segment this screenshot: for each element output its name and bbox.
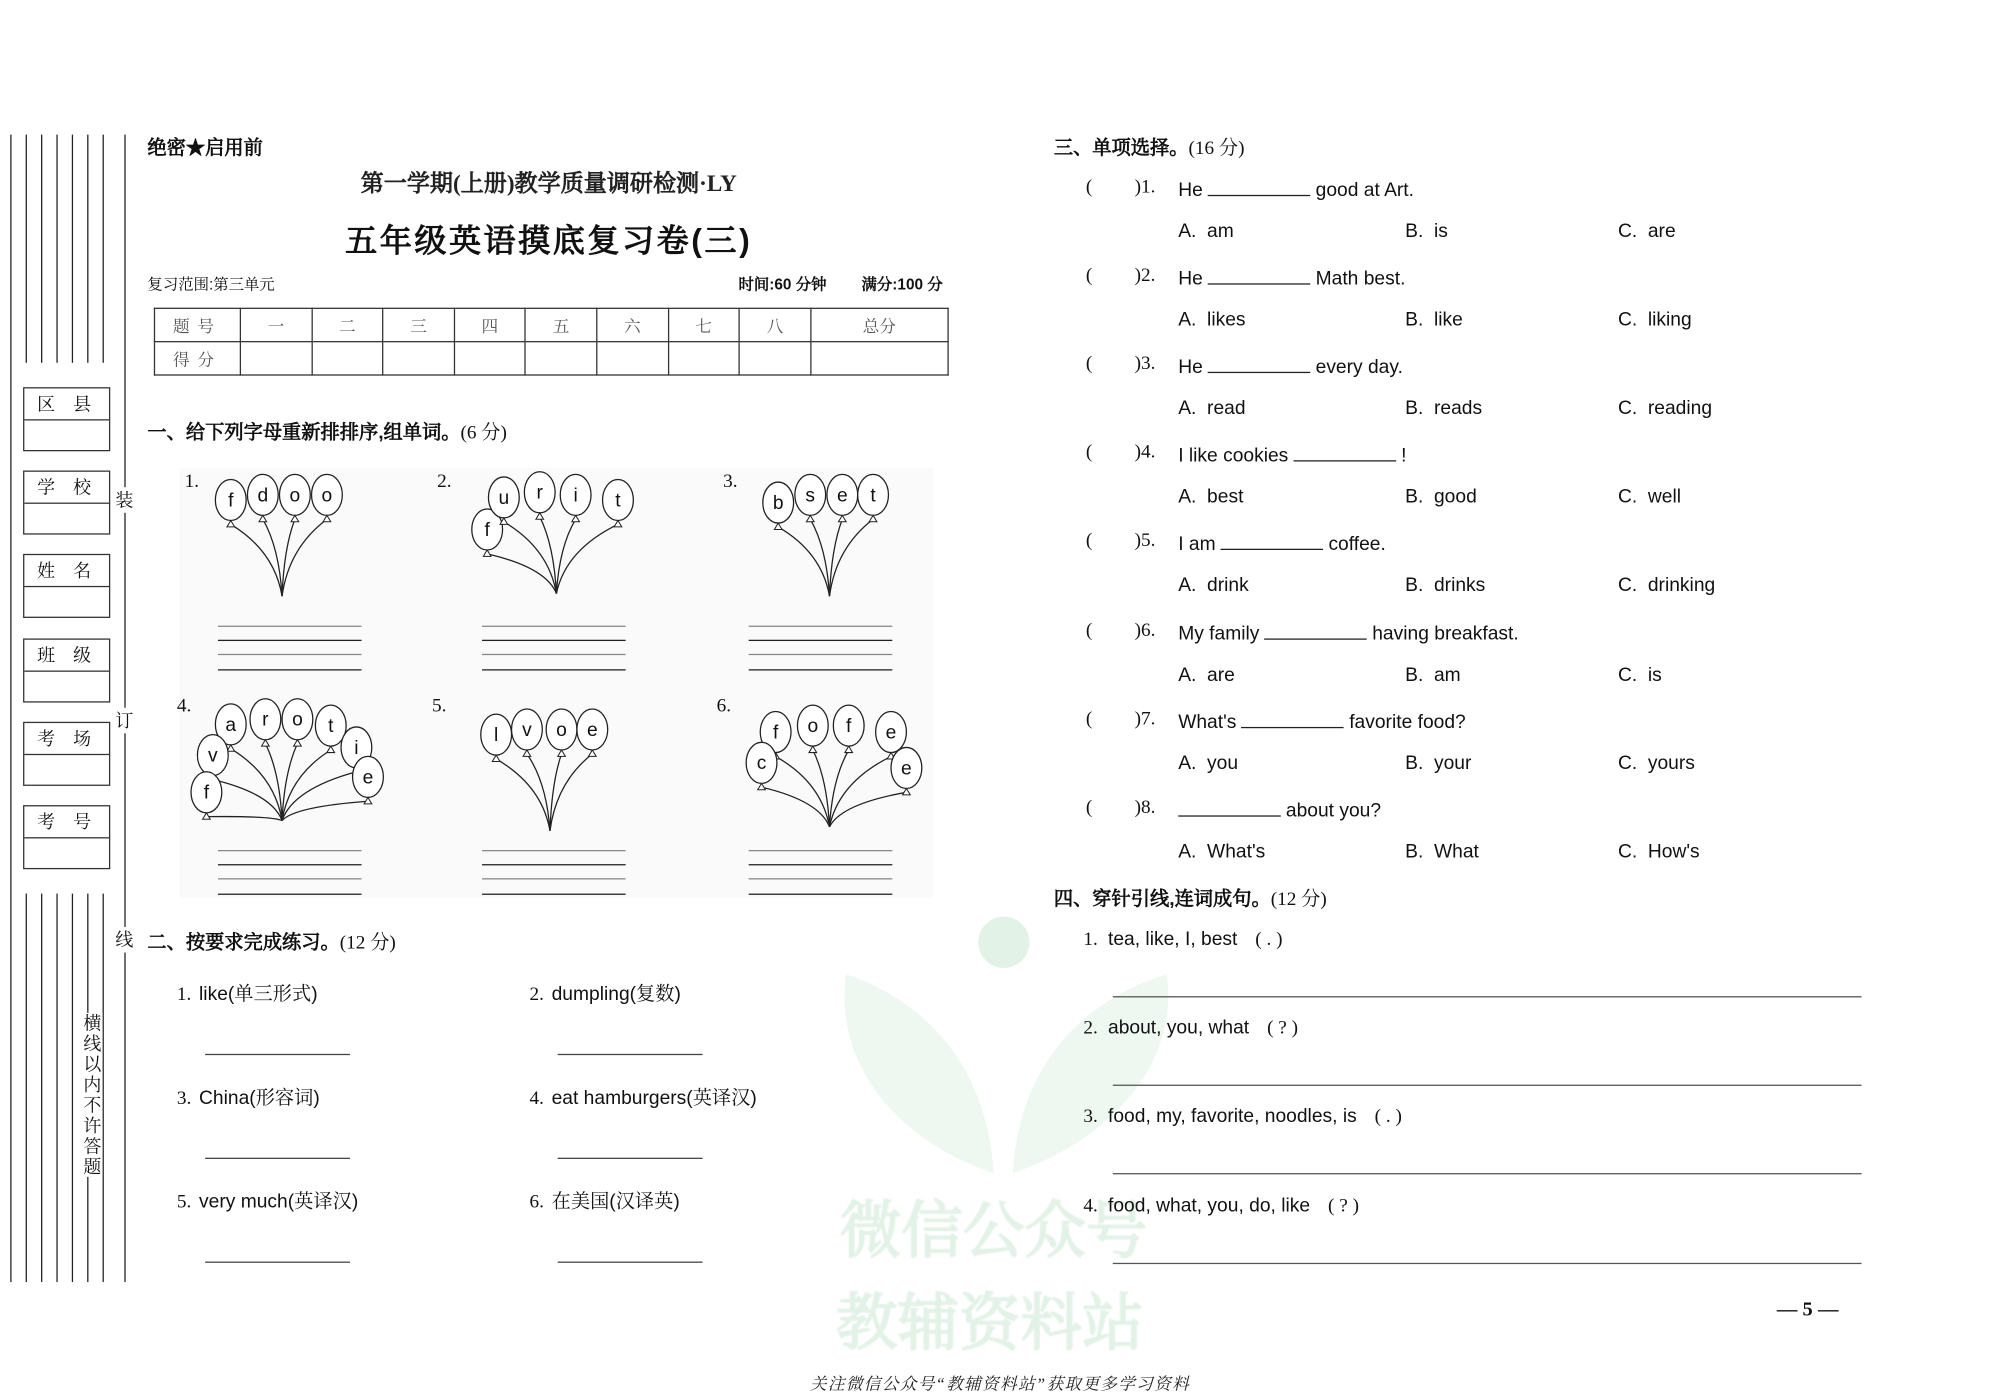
exercise-answer-line[interactable] — [205, 1158, 350, 1159]
balloon-letter: e — [362, 767, 374, 789]
section2-title-text: 二、按要求完成练习。 — [147, 932, 340, 954]
sentence-number: 2. — [1083, 1018, 1098, 1039]
section3-points: (16 分) — [1188, 138, 1245, 159]
score-table-header-cell: 五 — [525, 308, 596, 341]
score-table-header-cell: 六 — [597, 308, 668, 341]
sentence-words: food, what, you, do, like — [1108, 1194, 1311, 1217]
balloon-string-arrowhead — [536, 513, 544, 519]
exercise-answer-line[interactable] — [205, 1262, 350, 1263]
question-text — [1178, 531, 1386, 555]
answer-writing-line[interactable] — [218, 626, 362, 627]
answer-writing-line[interactable] — [218, 640, 362, 641]
question-post-text: ! — [1401, 445, 1407, 468]
balloon-string-arrowhead — [492, 755, 500, 761]
footer-note: 关注微信公众号“教辅资料站”获取更多学习资料 — [809, 1374, 1191, 1394]
exam-title: 五年级英语摸底复习卷(三) — [345, 223, 753, 259]
student-info-label: 考场 — [24, 723, 109, 755]
answer-option[interactable]: A. What's — [1178, 840, 1266, 863]
section2-points: (12 分) — [339, 933, 396, 954]
balloon-string — [776, 756, 830, 827]
balloon-string-arrowhead — [364, 797, 372, 803]
question-post-text: every day. — [1315, 356, 1403, 379]
answer-option[interactable]: C. reading — [1617, 397, 1713, 420]
question-blank — [1208, 266, 1311, 285]
binding-mark: 线 — [115, 927, 133, 953]
exercise-prompt: dumpling(复数) — [551, 983, 681, 1006]
confidential-label: 绝密★启用前 — [147, 137, 263, 159]
student-info-label: 学校 — [24, 472, 109, 504]
sentence-words: food, my, favorite, noodles, is — [1108, 1105, 1357, 1128]
sentence-item — [1083, 1017, 1298, 1040]
question-number: )1. — [1134, 176, 1156, 198]
section4-points: (12 分) — [1270, 889, 1327, 911]
score-table-header-cell: 四 — [454, 308, 525, 341]
balloon-string-arrowhead — [227, 521, 235, 527]
answer-bracket-open[interactable]: ( — [1085, 531, 1093, 552]
question-blank — [1208, 354, 1311, 373]
word-item-number: 5. — [432, 696, 447, 717]
answer-writing-line[interactable] — [749, 864, 893, 865]
student-info-label: 班级 — [24, 639, 109, 671]
exercise-prompt: very much(英译汉) — [199, 1191, 359, 1213]
answer-bracket-open[interactable]: ( — [1085, 797, 1093, 818]
question-text — [1178, 797, 1381, 821]
answer-option[interactable]: B. reads — [1405, 397, 1483, 420]
answer-bracket-open[interactable]: ( — [1085, 265, 1093, 287]
score-table-header-cell: 一 — [240, 308, 311, 341]
exercise-number: 3. — [176, 1088, 192, 1109]
balloon-group — [763, 474, 889, 596]
balloon-string — [504, 522, 557, 594]
answer-writing-line[interactable] — [749, 878, 893, 879]
question-pre-text: He — [1178, 268, 1203, 290]
balloon-letter: t — [615, 490, 621, 512]
balloon-string — [762, 787, 830, 827]
balloon-letter: o — [321, 485, 333, 507]
answer-writing-line[interactable] — [482, 669, 626, 670]
balloon-letter: i — [573, 485, 578, 507]
answer-option[interactable]: B. like — [1405, 309, 1463, 331]
sentence-words: about, you, what — [1108, 1016, 1250, 1039]
answer-writing-line[interactable] — [218, 850, 362, 851]
balloon-string-arrowhead — [291, 515, 299, 521]
score-table-header-cell: 题号 — [154, 308, 240, 341]
question-text — [1178, 443, 1406, 467]
answer-bracket-open[interactable]: ( — [1085, 354, 1093, 375]
answer-option[interactable]: A. read — [1178, 397, 1246, 420]
balloon-string-arrowhead — [614, 521, 622, 527]
binding-mark: 订 — [115, 708, 133, 734]
balloon-letter: e — [885, 722, 897, 744]
balloon-letter: i — [354, 737, 359, 759]
answer-writing-line[interactable] — [482, 640, 626, 641]
question-blank — [1242, 708, 1345, 727]
answer-writing-line[interactable] — [482, 864, 626, 865]
answer-writing-line[interactable] — [749, 640, 893, 641]
score-table-header-cell: 八 — [739, 308, 810, 341]
question-number: )6. — [1134, 619, 1156, 641]
answer-writing-line[interactable] — [482, 894, 626, 895]
answer-writing-line[interactable] — [218, 894, 362, 895]
answer-option[interactable]: A. am — [1178, 220, 1234, 243]
exercise-item — [177, 1083, 320, 1110]
balloon-letter: f — [203, 782, 210, 804]
exercise-number: 2. — [529, 984, 544, 1006]
balloon-letter: o — [292, 709, 303, 731]
question-pre-text: He — [1178, 356, 1203, 379]
answer-writing-line[interactable] — [749, 669, 893, 670]
answer-bracket-open[interactable]: ( — [1085, 619, 1093, 641]
score-table-header-cell: 二 — [312, 308, 383, 341]
exam-subtitle: 第一学期(上册)教学质量调研检测·LY — [360, 170, 737, 197]
answer-option[interactable]: B. What — [1405, 840, 1479, 863]
answer-option[interactable]: B. your — [1405, 752, 1472, 774]
balloon-string — [550, 754, 592, 831]
balloon-string-arrowhead — [262, 740, 270, 746]
question-blank — [1293, 443, 1396, 462]
question-pre-text: What's — [1178, 711, 1237, 733]
answer-option[interactable]: A. likes — [1178, 309, 1246, 331]
balloon-letter: v — [208, 745, 218, 767]
exercise-answer-line[interactable] — [558, 1054, 703, 1055]
sentence-item — [1083, 1194, 1359, 1217]
balloon-letter: c — [756, 753, 767, 775]
time-limit: 时间:60 分钟 — [738, 275, 827, 294]
answer-bracket-open[interactable]: ( — [1085, 708, 1093, 729]
balloon-string — [778, 527, 829, 596]
balloon-group — [215, 474, 342, 596]
sentence-answer-line[interactable] — [1113, 1174, 1862, 1175]
balloon-string-arrowhead — [572, 515, 580, 521]
exercise-answer-line[interactable] — [558, 1262, 703, 1263]
balloon-group — [191, 699, 383, 821]
question-post-text: coffee. — [1328, 533, 1386, 556]
answer-option[interactable]: C. well — [1617, 486, 1682, 509]
answer-option[interactable]: A. drink — [1178, 574, 1249, 597]
answer-writing-line[interactable] — [218, 654, 362, 655]
balloon-letter: f — [772, 722, 779, 744]
question-pre-text: He — [1178, 179, 1203, 202]
score-table-row-label: 得分 — [154, 342, 240, 375]
sentence-item — [1083, 1106, 1402, 1129]
balloon-string — [206, 817, 282, 821]
balloon-string-arrowhead — [845, 746, 853, 752]
sentence-answer-line[interactable] — [1113, 1262, 1862, 1263]
answer-writing-line[interactable] — [482, 654, 626, 655]
word-item-number: 1. — [184, 471, 200, 493]
balloon-letter: v — [522, 719, 532, 741]
section2-title — [147, 928, 395, 955]
balloon-group — [472, 472, 634, 594]
balloon-letter: a — [225, 714, 237, 736]
review-scope: 复习范围:第三单元 — [147, 275, 275, 294]
sentence-number: 4. — [1083, 1195, 1098, 1217]
binding-mark: 装 — [115, 487, 133, 513]
balloon-letter: f — [228, 490, 234, 512]
answer-option[interactable]: C. drinking — [1617, 574, 1716, 597]
balloon-letter: e — [836, 485, 848, 507]
balloon-string — [496, 759, 550, 831]
question-post-text: having breakfast. — [1372, 622, 1519, 645]
word-item-number: 4. — [176, 696, 192, 717]
answer-option[interactable]: C. is — [1617, 663, 1662, 686]
balloon-string-arrowhead — [809, 746, 817, 752]
student-info-label: 区县 — [24, 388, 109, 420]
answer-writing-line[interactable] — [482, 850, 626, 851]
exercise-number: 6. — [529, 1192, 544, 1213]
exercise-item — [177, 979, 318, 1006]
exercise-item — [529, 979, 680, 1006]
question-pre-text: I like cookies — [1178, 445, 1289, 468]
balloon-letter: f — [484, 519, 490, 541]
balloon-string — [282, 801, 368, 820]
balloon-letter: t — [870, 485, 876, 507]
balloon-letter: l — [494, 725, 499, 747]
answer-writing-line[interactable] — [482, 626, 626, 627]
question-blank — [1178, 797, 1281, 816]
balloon-letter: t — [328, 716, 334, 738]
question-text — [1178, 354, 1403, 378]
question-number: )3. — [1134, 354, 1156, 375]
balloon-string-arrowhead — [327, 746, 335, 752]
question-post-text: Math best. — [1315, 268, 1406, 290]
sentence-answer-line[interactable] — [1113, 1085, 1862, 1086]
balloon-letter: e — [586, 719, 598, 741]
balloon-letter: u — [498, 487, 510, 509]
answer-option[interactable]: C. are — [1617, 220, 1676, 243]
sentence-punctuation: ( . ) — [1374, 1106, 1402, 1128]
question-pre-text: I am — [1178, 533, 1216, 556]
balloon-string-arrowhead — [588, 750, 596, 756]
exercise-number: 1. — [176, 984, 192, 1006]
exercise-number: 5. — [176, 1192, 192, 1213]
answer-option[interactable]: C. liking — [1617, 309, 1692, 331]
answer-bracket-open[interactable]: ( — [1085, 442, 1093, 464]
full-score: 满分:100 分 — [861, 275, 943, 294]
balloon-string — [527, 754, 550, 831]
answer-writing-line[interactable] — [749, 626, 893, 627]
word-item-number: 2. — [437, 471, 452, 493]
section1-points: (6 分) — [460, 423, 507, 444]
exercise-item — [529, 1083, 756, 1110]
score-table-header-cell: 总分 — [811, 308, 948, 341]
sentence-punctuation: ( ? ) — [1328, 1195, 1359, 1217]
student-info-label: 姓名 — [24, 556, 109, 588]
balloon-letter: s — [805, 485, 816, 507]
question-blank — [1221, 531, 1324, 550]
balloon-letter: r — [262, 709, 269, 731]
question-post-text: about you? — [1285, 799, 1382, 822]
sentence-words: tea, like, I, best — [1108, 928, 1238, 950]
sentence-number: 3. — [1083, 1106, 1098, 1128]
question-number: )7. — [1134, 708, 1156, 729]
answer-option[interactable]: B. am — [1405, 663, 1461, 686]
answer-writing-line[interactable] — [749, 850, 893, 851]
exercise-prompt: 在美国(汉译英) — [551, 1191, 680, 1213]
sentence-item — [1083, 928, 1282, 951]
answer-option[interactable]: C. yours — [1617, 752, 1695, 774]
balloon-string-arrowhead — [523, 750, 531, 756]
question-number: )8. — [1134, 797, 1156, 818]
balloon-string-arrowhead — [294, 740, 302, 746]
sentence-punctuation: ( ? ) — [1267, 1018, 1299, 1039]
question-blank — [1265, 620, 1368, 639]
exercise-prompt: like(单三形式) — [199, 983, 318, 1006]
score-table-header-cell: 三 — [383, 308, 454, 341]
section4-title-text: 四、穿针引线,连词成句。 — [1053, 888, 1271, 911]
answer-option[interactable]: A. are — [1178, 663, 1235, 686]
answer-writing-line[interactable] — [749, 654, 893, 655]
balloon-string-arrowhead — [869, 515, 877, 521]
exercise-answer-line[interactable] — [205, 1054, 350, 1055]
sentence-punctuation: ( . ) — [1255, 929, 1283, 950]
exercise-prompt: China(形容词) — [199, 1087, 320, 1109]
balloon-string — [556, 524, 618, 593]
answer-option[interactable]: A. you — [1178, 752, 1239, 774]
score-table-header-cell: 七 — [668, 308, 739, 341]
balloon-group — [481, 709, 608, 831]
balloon-string — [213, 779, 282, 820]
section3-title — [1054, 133, 1245, 160]
balloon-group — [746, 705, 922, 827]
question-post-text: favorite food? — [1349, 711, 1466, 733]
student-info-label: 考号 — [24, 806, 109, 838]
balloon-string-arrowhead — [259, 515, 267, 521]
balloon-string — [487, 554, 556, 594]
word-item-number: 6. — [716, 696, 732, 717]
exercise-number: 4. — [529, 1088, 544, 1109]
balloon-string-arrowhead — [758, 783, 766, 789]
answer-writing-line[interactable] — [749, 894, 893, 895]
question-text — [1178, 177, 1414, 201]
balloon-string-arrowhead — [774, 523, 782, 529]
exercise-prompt: eat hamburgers(英译汉) — [551, 1087, 757, 1109]
question-number: )2. — [1134, 265, 1156, 287]
balloon-string — [282, 519, 327, 596]
balloon-string-arrowhead — [838, 515, 846, 521]
balloon-string-arrowhead — [323, 515, 331, 521]
exercise-item — [177, 1187, 358, 1214]
balloon-string-arrowhead — [483, 550, 491, 556]
question-post-text: good at Art. — [1315, 179, 1415, 202]
no-answer-notice: 横线以内不许答题 — [83, 1012, 102, 1177]
balloon-letter: b — [772, 492, 784, 514]
answer-writing-line[interactable] — [482, 878, 626, 879]
question-number: )4. — [1134, 442, 1156, 464]
section4-title — [1054, 885, 1327, 912]
question-pre-text: My family — [1178, 622, 1260, 645]
question-number: )5. — [1134, 531, 1156, 552]
balloon-string-arrowhead — [558, 750, 566, 756]
balloon-letter: o — [807, 716, 819, 738]
answer-bracket-open[interactable]: ( — [1085, 176, 1093, 198]
sentence-number: 1. — [1083, 929, 1098, 950]
answer-option[interactable]: C. How's — [1617, 840, 1700, 863]
answer-option[interactable]: B. drinks — [1405, 574, 1486, 597]
section1-title-text: 一、给下列字母重新排排序,组单词。 — [147, 421, 461, 444]
balloon-letter: o — [556, 719, 567, 741]
answer-writing-line[interactable] — [218, 878, 362, 879]
balloon-letter: o — [289, 485, 301, 507]
sentence-answer-line[interactable] — [1113, 996, 1862, 997]
question-blank — [1208, 177, 1311, 196]
answer-option[interactable]: B. is — [1405, 220, 1448, 243]
balloon-letter: f — [846, 716, 852, 738]
section3-title-text: 三、单项选择。 — [1053, 137, 1189, 159]
balloon-letter: d — [257, 485, 269, 507]
word-item-number: 3. — [723, 471, 738, 493]
balloon-string-arrowhead — [806, 515, 814, 521]
answer-option[interactable]: A. best — [1178, 486, 1244, 509]
balloon-string — [829, 519, 873, 596]
balloon-letter: e — [901, 758, 912, 780]
answer-writing-line[interactable] — [218, 669, 362, 670]
exercise-item — [529, 1187, 679, 1214]
question-text — [1178, 620, 1519, 644]
balloon-string-arrowhead — [903, 788, 911, 794]
page-number: — 5 — — [1776, 1298, 1839, 1321]
question-text — [1178, 708, 1466, 732]
balloon-string — [231, 749, 282, 821]
balloon-string — [231, 524, 282, 596]
answer-option[interactable]: B. good — [1405, 486, 1477, 509]
exercise-answer-line[interactable] — [558, 1158, 703, 1159]
question-text — [1178, 266, 1405, 290]
balloon-letter: r — [536, 482, 543, 504]
answer-writing-line[interactable] — [218, 864, 362, 865]
